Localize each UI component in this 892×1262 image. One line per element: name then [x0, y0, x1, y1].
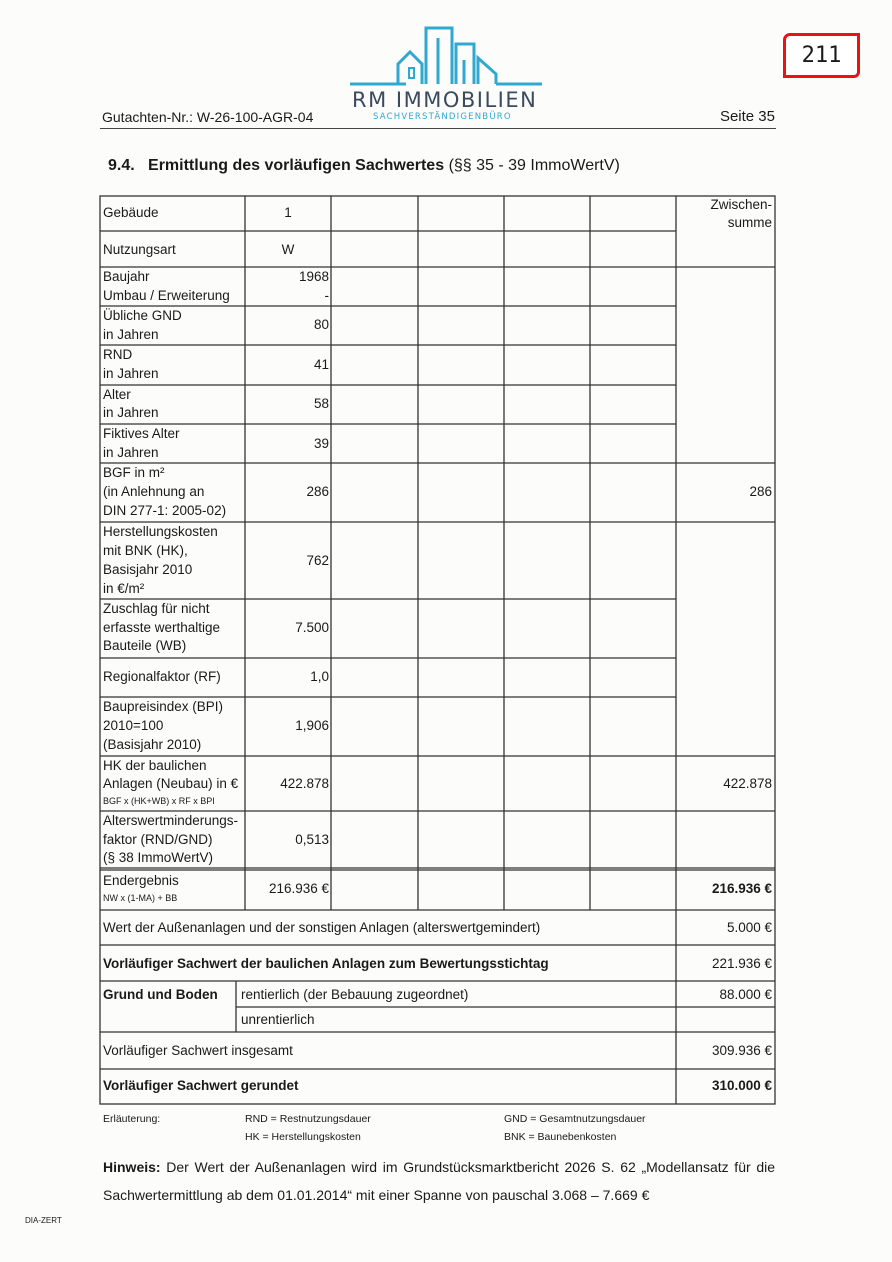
- label-sachwert-insgesamt: Vorläufiger Sachwert insgesamt: [103, 1043, 293, 1058]
- label-rnd: RND: [103, 347, 133, 362]
- legend-gnd: GND = Gesamtnutzungsdauer: [504, 1113, 646, 1125]
- zwischensumme-neubau: 422.878: [723, 776, 772, 791]
- label-unrentierlich: unrentierlich: [241, 1012, 315, 1027]
- value-vorl-sachwert-bau: 221.936 €: [711, 956, 772, 971]
- hinweis-label: Hinweis:: [103, 1159, 161, 1175]
- label-bgf-2: (in Anlehnung an: [103, 484, 205, 499]
- label-hk: Herstellungskosten: [103, 524, 218, 539]
- label-bgf-3: DIN 277-1: 2005-02): [103, 503, 227, 518]
- value-rnd: 41: [313, 357, 329, 372]
- label-endergebnis-formula: NW x (1-MA) + BB: [103, 893, 178, 903]
- value-baujahr: 1968: [298, 269, 329, 284]
- label-hk-4: in €/m²: [103, 581, 145, 596]
- label-fiktives-alter-unit: in Jahren: [103, 445, 159, 460]
- label-aussenanlagen: Wert der Außenanlagen und der sonstigen Anlagen (alterswertgemindert): [103, 920, 541, 935]
- page-number-badge: 211: [783, 33, 860, 78]
- value-sachwert-gerundet: 310.000 €: [711, 1078, 772, 1093]
- value-gebaeude: 1: [284, 205, 292, 220]
- label-bpi: Baupreisindex (BPI): [103, 699, 224, 714]
- section-number: 9.4.: [108, 157, 135, 174]
- brand-name: RM IMMOBILIEN: [352, 88, 538, 112]
- gutachten-number: Gutachten-Nr.: W-26-100-AGR-04: [102, 109, 314, 125]
- label-hk-3: Basisjahr 2010: [103, 562, 193, 577]
- label-wb-3: Bauteile (WB): [103, 638, 187, 653]
- label-fiktives-alter: Fiktives Alter: [103, 426, 180, 441]
- page-label: Seite 35: [719, 108, 775, 125]
- label-bpi-3: (Basisjahr 2010): [103, 737, 202, 752]
- label-neubau-formula: BGF x (HK+WB) x RF x BPI: [103, 796, 215, 806]
- zwischensumme-bgf: 286: [749, 484, 772, 499]
- value-endergebnis: 216.936 €: [268, 881, 329, 896]
- label-rentierlich: rentierlich (der Bebauung zugeordnet): [241, 987, 469, 1002]
- label-sachwert-gerundet: Vorläufiger Sachwert gerundet: [103, 1078, 299, 1093]
- section-law: (§§ 35 - 39 ImmoWertV): [448, 157, 620, 174]
- legend-bnk: BNK = Baunebenkosten: [504, 1131, 617, 1143]
- label-awm: Alterswertminderungs-: [103, 813, 239, 828]
- label-gebaeude: Gebäude: [103, 205, 159, 220]
- legend-title: Erläuterung:: [103, 1113, 161, 1125]
- value-rf: 1,0: [310, 669, 329, 684]
- label-vorl-sachwert-bau: Vorläufiger Sachwert der baulichen Anlagen zum Bewertungsstichtag: [103, 956, 549, 971]
- label-awm-3: (§ 38 ImmoWertV): [103, 850, 214, 865]
- label-baujahr: Baujahr: [103, 269, 150, 284]
- value-umbau: -: [324, 288, 329, 303]
- label-nutzungsart: Nutzungsart: [103, 242, 176, 257]
- label-rf: Regionalfaktor (RF): [103, 669, 221, 684]
- label-umbau: Umbau / Erweiterung: [103, 288, 230, 303]
- label-grund-und-boden: Grund und Boden: [103, 987, 218, 1002]
- value-neubau: 422.878: [280, 776, 329, 791]
- brand-subtitle: SACHVERSTÄNDIGENBÜRO: [373, 112, 512, 122]
- value-sachwert-insgesamt: 309.936 €: [711, 1043, 772, 1058]
- value-bpi: 1,906: [295, 718, 329, 733]
- value-awm: 0,513: [295, 832, 329, 847]
- label-awm-2: faktor (RND/GND): [103, 832, 213, 847]
- label-gnd: Übliche GND: [103, 308, 182, 323]
- label-neubau: HK der baulichen: [103, 758, 207, 773]
- dia-zert-mark: DIA-ZERT: [25, 1216, 62, 1225]
- value-nutzungsart: W: [281, 242, 295, 257]
- zwischensumme-endergebnis: 216.936 €: [711, 881, 772, 896]
- label-bpi-2: 2010=100: [103, 718, 164, 733]
- zwischensumme-header-2: summe: [727, 215, 772, 230]
- legend-hk: HK = Herstellungskosten: [245, 1131, 361, 1143]
- value-bgf: 286: [306, 484, 329, 499]
- value-wb: 7.500: [295, 620, 329, 635]
- legend-rnd: RND = Restnutzungsdauer: [245, 1113, 371, 1125]
- value-fiktives-alter: 39: [313, 436, 329, 451]
- label-alter: Alter: [103, 387, 131, 402]
- value-gnd: 80: [313, 317, 329, 332]
- value-rentierlich: 88.000 €: [719, 987, 772, 1002]
- label-wb-2: erfasste werthaltige: [103, 620, 221, 635]
- value-hk: 762: [306, 553, 329, 568]
- label-gnd-unit: in Jahren: [103, 327, 159, 342]
- label-endergebnis: Endergebnis: [103, 873, 179, 888]
- label-bgf: BGF in m²: [103, 465, 165, 480]
- value-aussenanlagen: 5.000 €: [726, 920, 772, 935]
- label-hk-2: mit BNK (HK),: [103, 543, 188, 558]
- value-alter: 58: [313, 396, 329, 411]
- label-alter-unit: in Jahren: [103, 405, 159, 420]
- zwischensumme-header-1: Zwischen-: [710, 197, 772, 212]
- label-wb: Zuschlag für nicht: [103, 601, 210, 616]
- hinweis-text: Der Wert der Außenanlagen wird im Grundstücksmarktbericht 2026 S. 62 „Modellansatz für die Sachwertermittlung ab dem 01.01.2014“ mit einer Spanne von pauschal 3.068 – 7.669 €: [103, 1159, 776, 1203]
- section-heading: Ermittlung des vorläufigen Sachwertes: [148, 157, 445, 174]
- label-neubau-2: Anlagen (Neubau) in €: [103, 776, 239, 791]
- label-rnd-unit: in Jahren: [103, 366, 159, 381]
- hinweis-paragraph: [103, 1153, 775, 1209]
